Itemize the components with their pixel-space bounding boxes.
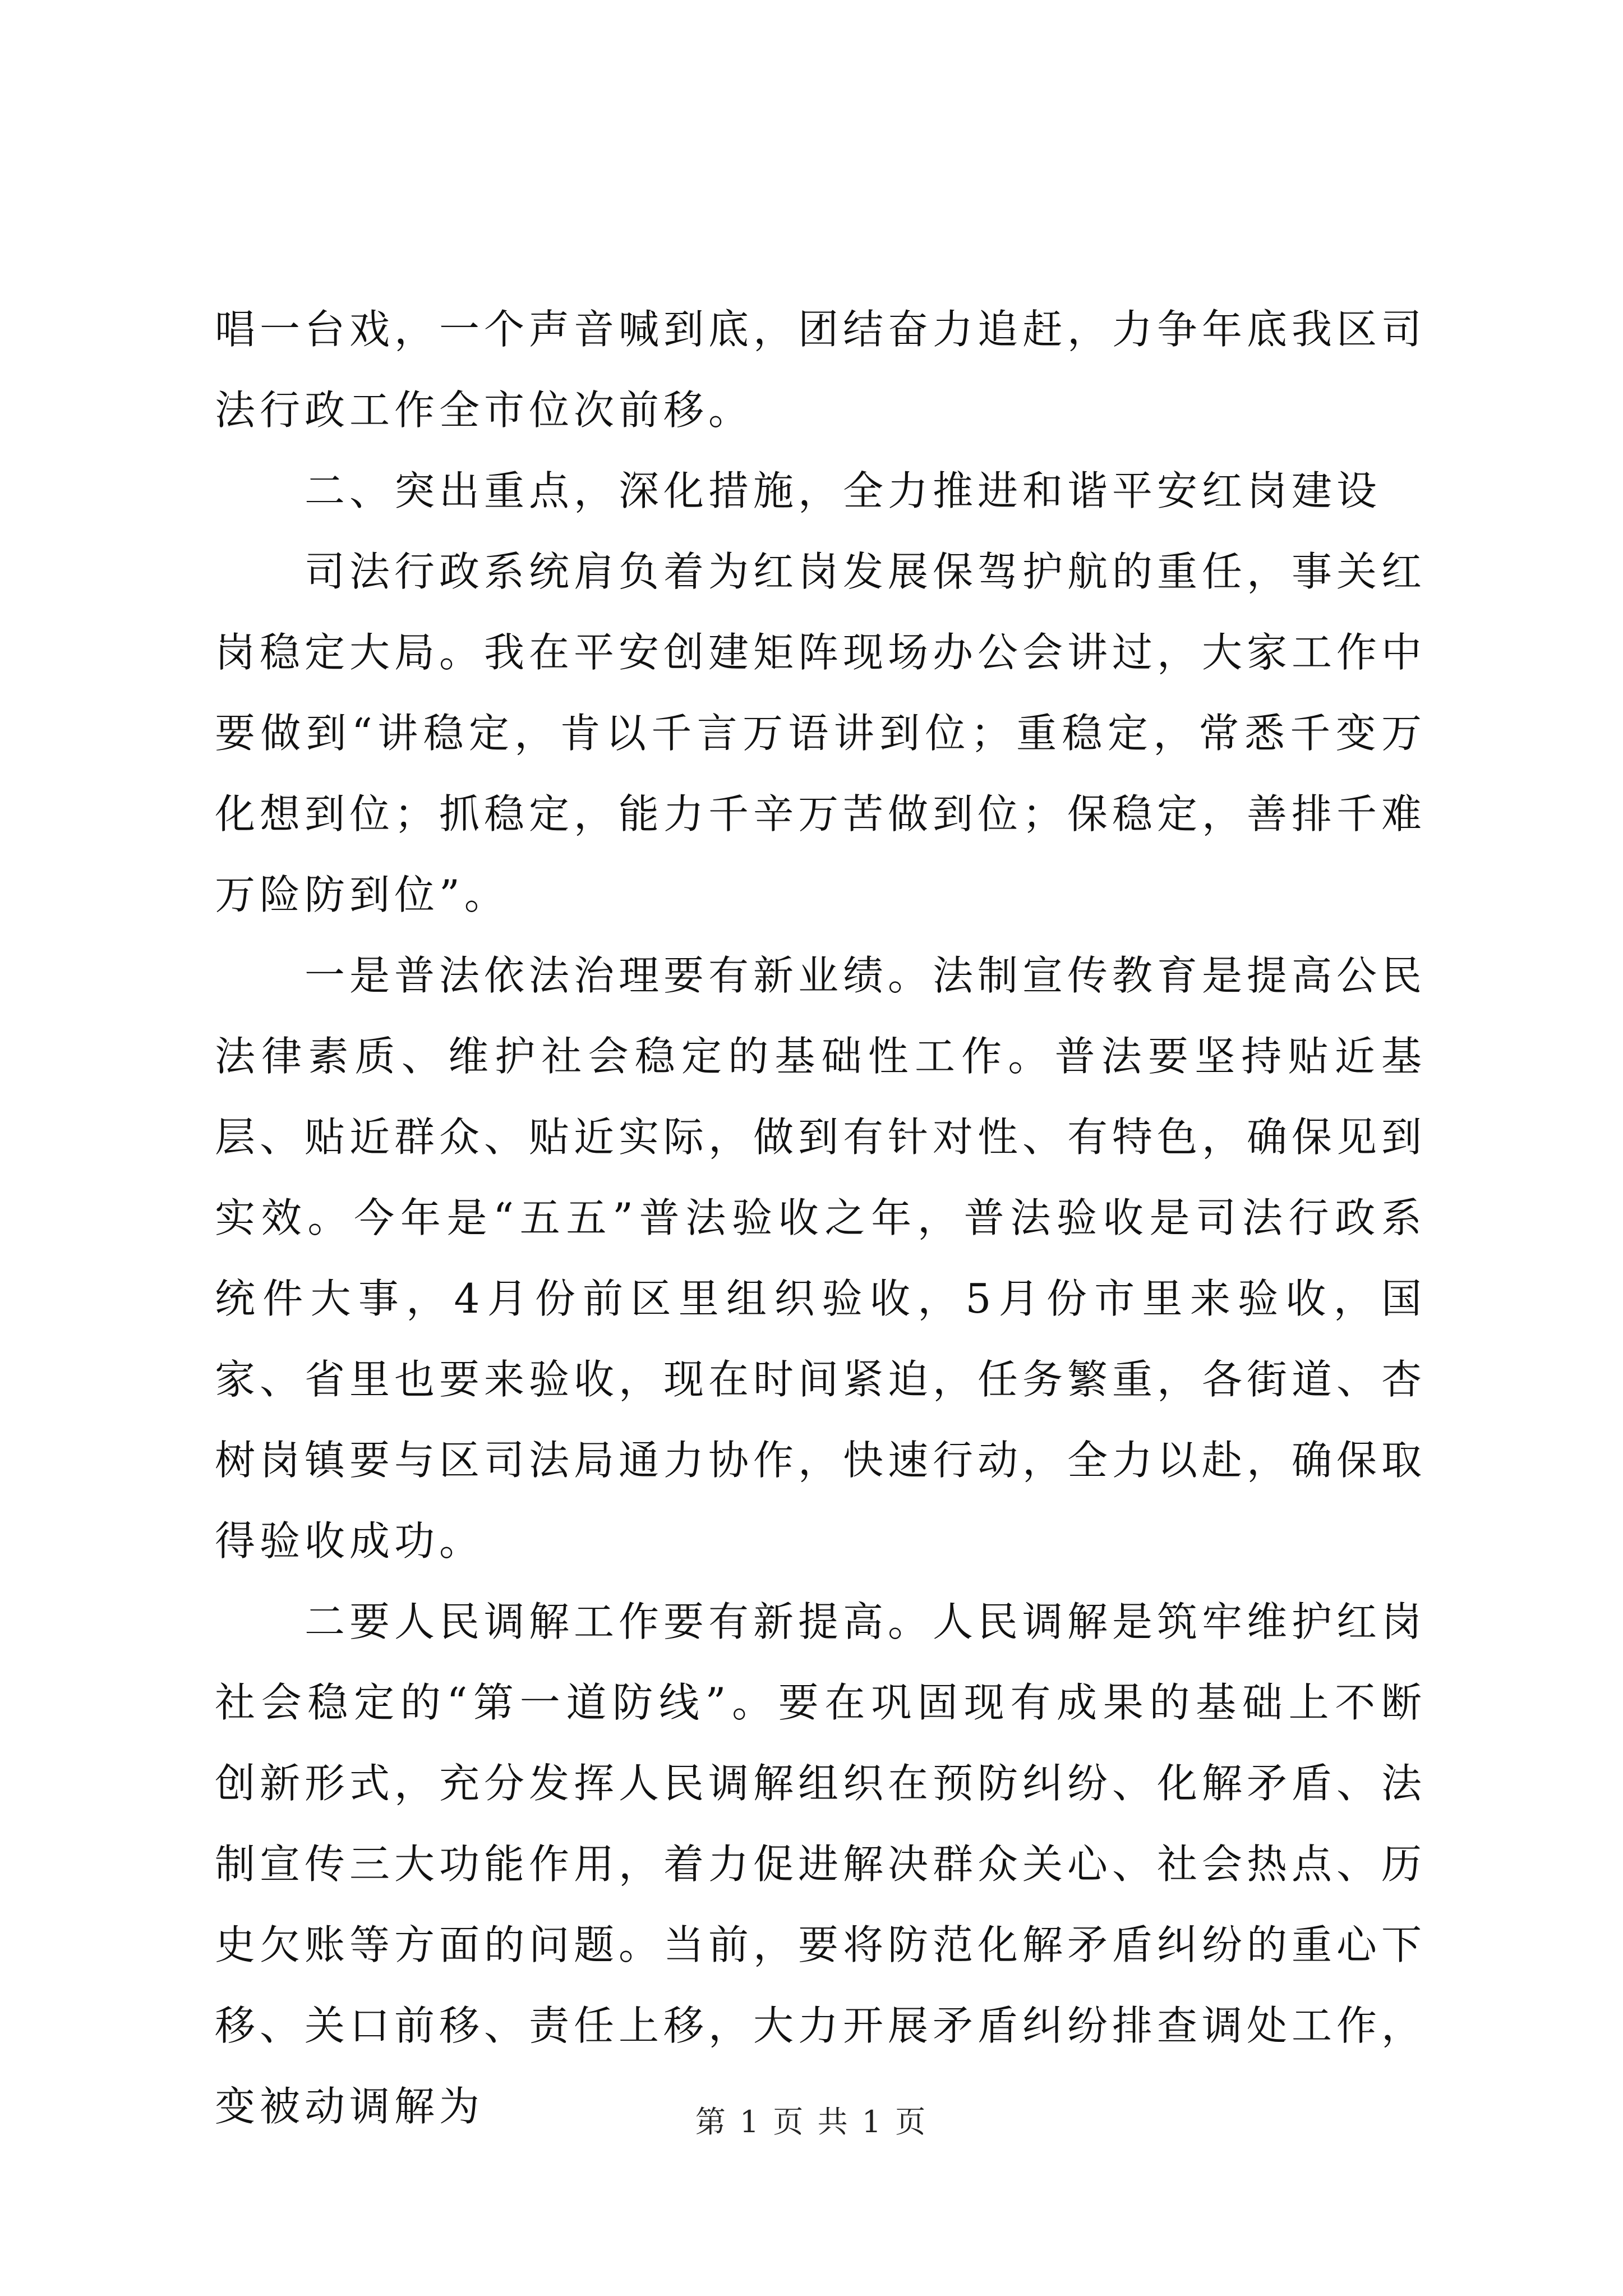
paragraph-continuation: 唱一台戏，一个声音喊到底，团结奋力追赶，力争年底我区司法行政工作全市位次前移。	[215, 306, 1427, 434]
section-heading: 二、突出重点，深化措施，全力推进和谐平安红岗建设	[305, 467, 1382, 514]
paragraph-legal-education: 一是普法依法治理要有新业绩。法制宣传教育是提高公民法律素质、维护社会稳定的基础性工作。普法要坚持贴近基层、贴近群众、贴近实际，做到有针对性、有特色，确保见到实效。今年是“五五”普法验收之年，普法验收是司法行政系统件大事，4月份前区里组织验收，5月份市里来验收，国家、省里也要来验收，现在时间紧迫，任务繁重，各街道、杏树岗镇要与区司法局通力协作，快速行动，全力以赴，确保取得验收成功。	[215, 952, 1427, 1565]
document-body	[215, 289, 1426, 2147]
paragraph-mediation: 二要人民调解工作要有新提高。人民调解是筑牢维护红岗社会稳定的“第一道防线”。要在巩固现有成果的基础上不断创新形式，充分发挥人民调解组织在预防纠纷、化解矛盾、法制宣传三大功能作用，着力促进解决群众关心、社会热点、历史欠账等方面的问题。当前，要将防范化解矛盾纠纷的重心下移、关口前移、责任上移，大力开展矛盾纠纷排查调处工作，变被动调解为	[215, 1598, 1427, 2130]
page-number-footer: 第 1 页 共 1 页	[695, 2104, 928, 2139]
paragraph-stability: 司法行政系统肩负着为红岗发展保驾护航的重任，事关红岗稳定大局。我在平安创建矩阵现场办公会讲过，大家工作中要做到“讲稳定，肯以千言万语讲到位；重稳定，常悉千变万化想到位；抓稳定，能力千辛万苦做到位；保稳定，善排千难万险防到位”。	[215, 548, 1427, 918]
